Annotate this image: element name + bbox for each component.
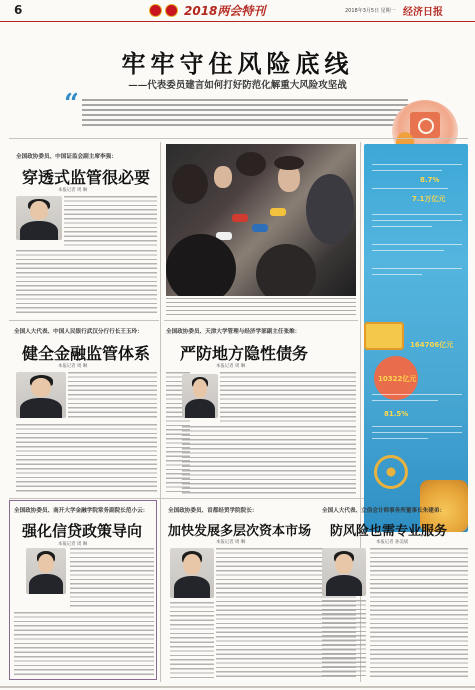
article-title: 加快发展多层次资本市场 [168,524,312,539]
article-body [16,424,157,494]
section-divider [9,138,468,139]
article-title: 防风险也需专业服务 [330,524,448,539]
article-kicker: 全国政协委员、首都经贸学院院长： [168,508,258,514]
portrait-photo [16,196,62,240]
paper-name: 经济日报 [403,7,443,18]
article-body [70,548,154,608]
article-body [14,612,154,676]
infographic-figure: 8.7% [420,176,440,184]
portrait-photo [322,548,366,596]
article-title: 穿透式监管很必要 [22,168,151,187]
article-body [68,372,157,420]
portrait-photo [170,548,214,598]
article-body [64,196,157,248]
article-byline: 本报记者 周 琳 [58,542,88,547]
main-headline: 牢牢守住风险底线 [121,49,354,78]
article-title: 健全金融监管体系 [22,344,151,363]
footer-rule [0,686,475,688]
issue-date: 2018年3月5日 星期一 [345,8,396,14]
portrait-photo [16,372,66,418]
article-kicker: 全国政协委员、天津大学管理与经济学部副主任张维： [166,329,301,335]
article-body [370,548,468,678]
article-kicker: 全国政协委员、南开大学金融学院常务副院长范小云： [14,508,149,514]
intro-text [82,99,408,129]
intro-paragraph [64,89,408,133]
article-byline: 本报记者 孙美斌 [376,540,409,545]
article-byline: 本报记者 周 琳 [216,540,246,545]
article-body [170,602,214,678]
article-kicker: 全国人大代表、立信会计师事务所董事长朱建弟： [322,508,446,514]
article-body [182,426,356,494]
article-body [16,250,157,316]
portrait-photo [26,548,66,594]
article-body [322,600,366,678]
press-conference-photo [166,144,356,296]
column-divider [160,142,161,682]
banknote-icon [364,322,404,350]
page-header [0,0,475,22]
article-byline: 本报记者 周 琳 [58,188,88,193]
article-kicker: 全国政协委员、中国证监会副主席李强： [16,154,117,160]
column-divider [360,142,361,532]
article-kicker: 全国人大代表、中国人民银行武汉分行行长王玉玲： [14,329,143,335]
section-title: 2018两会特刊 [184,4,266,18]
emblem-icon [165,4,178,17]
article-byline: 本报记者 周 琳 [58,364,88,369]
infographic-figure: 10322亿元 [378,375,417,383]
section-divider [9,320,159,321]
article-title: 强化信贷政策导向 [22,522,143,540]
article-title: 严防地方隐性债务 [180,344,309,363]
photo-caption [166,298,356,316]
article-byline: 本报记者 周 琳 [216,364,246,369]
emblem-icon [149,4,162,17]
infographic-figure: 7.1万亿元 [412,195,446,203]
safe-icon [410,112,440,138]
page-number: 6 [14,3,23,17]
article-body [220,372,356,422]
infographic-figure: 81.5% [384,410,409,418]
section-divider [164,320,358,321]
quote-icon: “ [64,89,79,119]
portrait-photo [182,374,218,418]
wheel-icon [374,455,408,489]
main-subheadline: ——代表委员建言如何打好防范化解重大风险攻坚战 [128,80,347,91]
infographic-figure: 164706亿元 [410,341,454,349]
